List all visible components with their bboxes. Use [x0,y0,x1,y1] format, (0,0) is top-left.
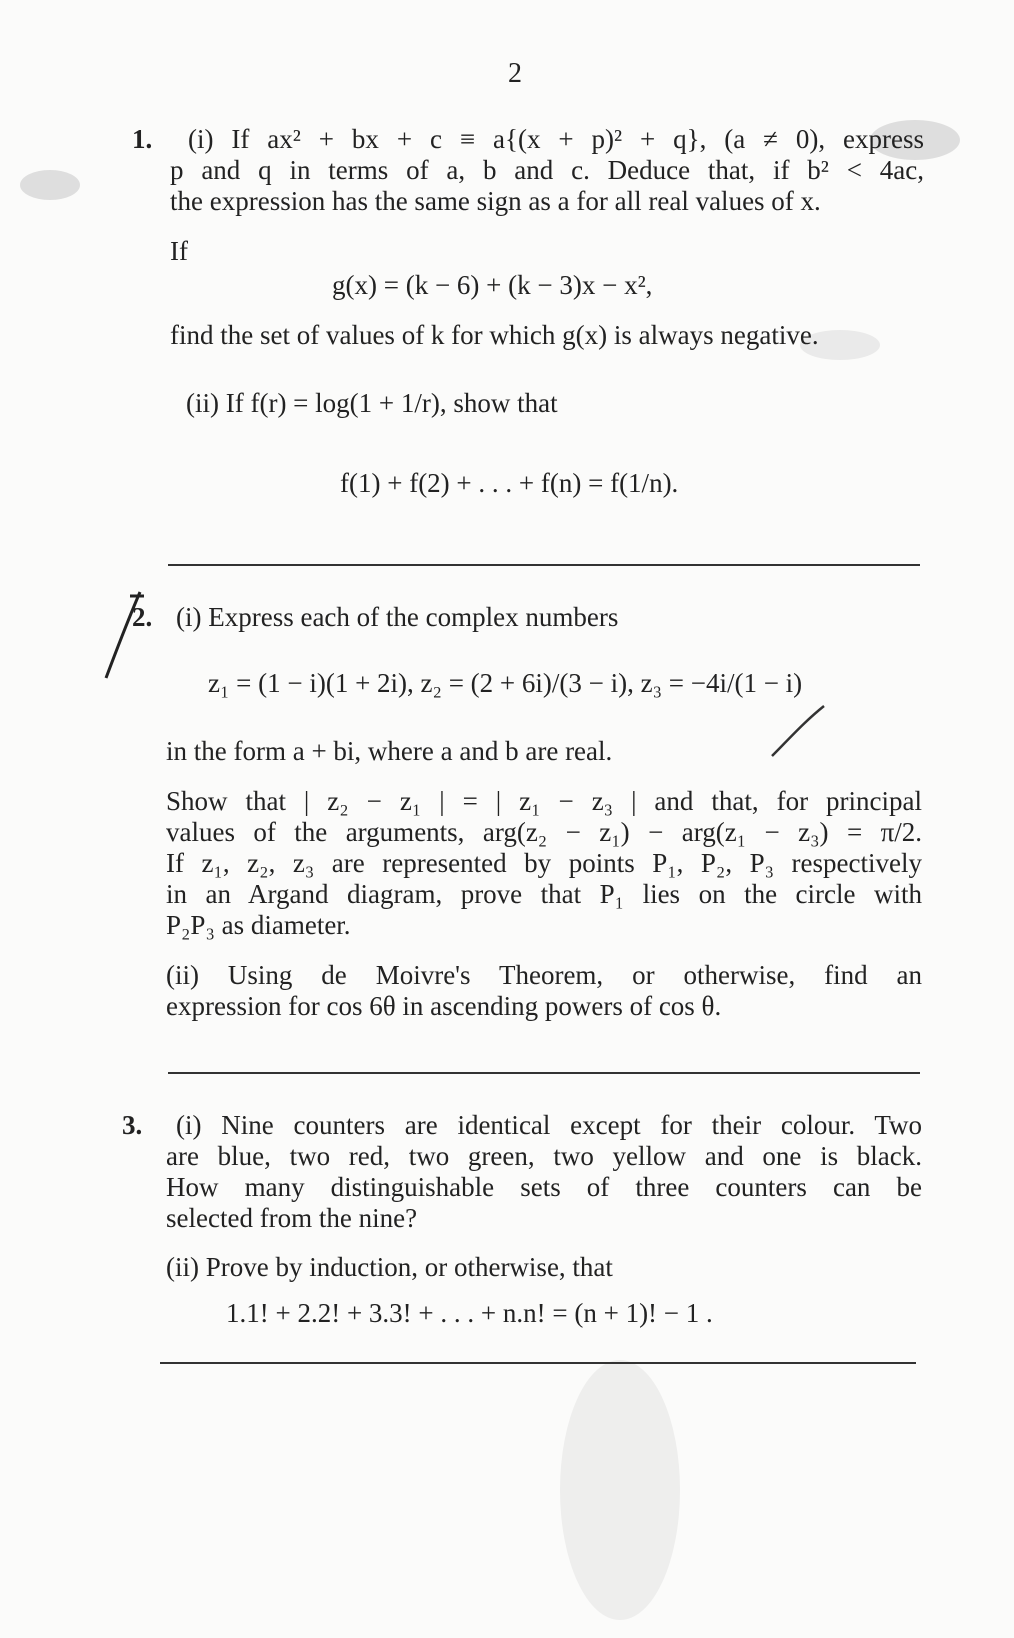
scan-noise [20,170,80,200]
divider-2 [168,1072,920,1074]
page-number: 2 [508,58,522,89]
q2-show-line-5: P₂P₃ as diameter. [166,910,351,940]
question-2-number: 2. [132,602,153,632]
q1-if-label: If [170,236,188,266]
divider-3 [160,1362,916,1364]
q3-part-i-line-2: are blue, two red, two green, two yellow and one is black. [166,1141,922,1171]
q1-part-i-line-1: (i) If ax² + bx + c ≡ a{(x + p)² + q}, (a ≠ 0), express [188,124,924,154]
q1-part-i-line-3: the expression has the same sign as a for all real values of x. [170,186,821,216]
handwritten-tick-mark [768,700,828,760]
q1-g-equation: g(x) = (k − 6) + (k − 3)x − x², [332,270,653,300]
q2-show-line-3: If z₁, z₂, z₃ are represented by points P₁, P₂, P₃ respectively [166,848,922,878]
q3-part-i-line-3: How many distinguishable sets of three counters can be [166,1172,922,1202]
q1-f-sum: f(1) + f(2) + . . . + f(n) = f(1/n). [340,468,679,498]
q2-form-line: in the form a + bi, where a and b are real. [166,736,613,766]
q3-part-i-line-4: selected from the nine? [166,1203,418,1233]
q1-part-ii-line: (ii) If f(r) = log(1 + 1/r), show that [186,388,558,418]
q2-z-equations: z₁ = (1 − i)(1 + 2i), z₂ = (2 + 6i)/(3 − i), z₃ = −4i/(1 − i) [208,668,803,698]
question-3-number: 3. [122,1110,143,1140]
q2-part-ii-line-1: (ii) Using de Moivre's Theorem, or otherwise, find an [166,960,922,990]
handwritten-pen-mark [100,586,146,682]
q3-part-ii-line: (ii) Prove by induction, or otherwise, that [166,1252,613,1282]
q2-part-i-intro: (i) Express each of the complex numbers [176,602,619,632]
q2-show-line-1: Show that | z₂ − z₁ | = | z₁ − z₃ | and that, for principal [166,786,922,816]
q3-induction-equation: 1.1! + 2.2! + 3.3! + . . . + n.n! = (n + 1)! − 1 . [226,1298,713,1328]
divider-1 [168,564,920,566]
scan-noise [560,1360,680,1620]
q2-show-line-4: in an Argand diagram, prove that P₁ lies on the circle with [166,879,922,909]
q1-find-line: find the set of values of k for which g(x) is always negative. [170,320,819,350]
q2-show-line-2: values of the arguments, arg(z₂ − z₁) − arg(z₁ − z₃) = π/2. [166,817,922,847]
question-1-number: 1. [132,124,153,154]
q3-part-i-line-1: (i) Nine counters are identical except for their colour. Two [176,1110,922,1140]
q2-part-ii-line-2: expression for cos 6θ in ascending powers of cos θ. [166,991,722,1021]
q1-part-i-line-2: p and q in terms of a, b and c. Deduce that, if b² < 4ac, [170,155,924,185]
